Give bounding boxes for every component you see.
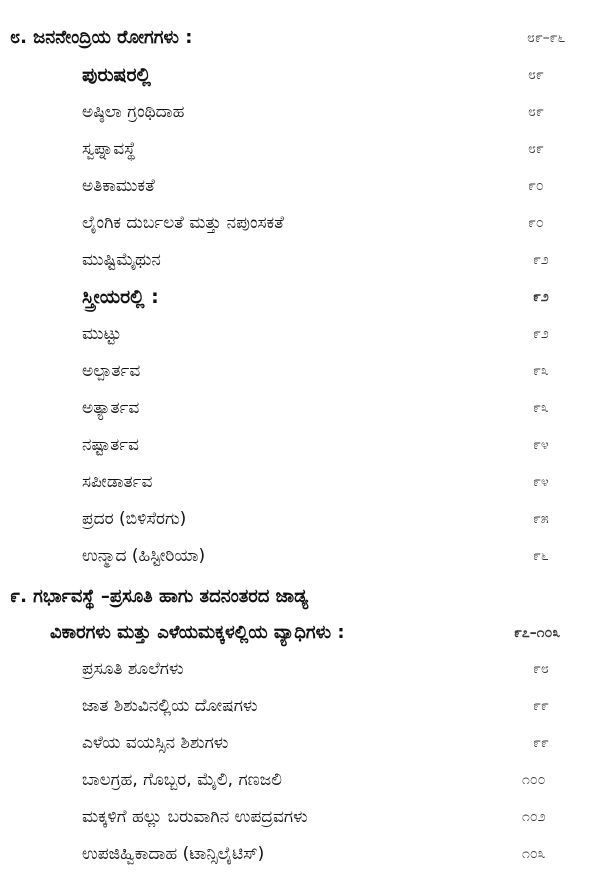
- list-item: [0, 839, 600, 869]
- section-8-heading: ೮. ಜನನೇಂದ್ರಿಯ ರೋಗಗಳು :: [10, 27, 193, 48]
- list-item: [0, 467, 600, 497]
- entry-label: ಮುಟ್ಟು: [82, 324, 122, 344]
- list-item: [0, 208, 600, 238]
- entry-page: ೯೯: [533, 698, 549, 714]
- list-item: [0, 97, 600, 127]
- entry-page: ೧೦೨: [522, 809, 546, 825]
- section-8-heading-row: [0, 23, 600, 53]
- entry-label: ಉನ್ಮಾದ (ಹಿಸ್ಟೀರಿಯಾ): [82, 546, 206, 566]
- entry-page: ೯೦: [528, 215, 544, 231]
- list-item: [0, 765, 600, 795]
- entry-page: ೯೯: [533, 735, 549, 751]
- entry-page: ೯೨: [533, 252, 549, 268]
- entry-label: ಸ್ವಪ್ನಾವಸ್ಥೆ: [82, 139, 136, 159]
- section-9-heading-row-1: [0, 582, 600, 612]
- list-item: [0, 319, 600, 349]
- entry-page: ೯೮: [533, 661, 549, 677]
- entry-page: ೯೪: [533, 474, 549, 490]
- section-8-page-range: ೮೯–೯೬: [527, 30, 566, 46]
- men-subheading-row: [0, 60, 600, 90]
- entry-page: ೯೩: [533, 400, 549, 416]
- section-9-heading-line-2: ವಿಕಾರಗಳು ಮತ್ತು ಎಳೆಯಮಕ್ಕಳಲ್ಲಿಯ ವ್ಯಾಧಿಗಳು :: [50, 622, 345, 643]
- women-subheading: ಸ್ತ್ರೀಯರಲ್ಲಿ :: [82, 286, 159, 308]
- entry-label: ಸಪೀಡಾರ್ತವ: [82, 472, 153, 492]
- list-item: [0, 802, 600, 832]
- entry-label: ಬಾಲಗ್ರಹ, ಗೊಬ್ಬರ, ಮೈಲಿ, ಗಣಜಲಿ: [82, 770, 282, 790]
- list-item: [0, 134, 600, 164]
- entry-page: ೯೨: [533, 326, 549, 342]
- men-page: ೮೯: [528, 67, 544, 83]
- list-item: [0, 691, 600, 721]
- list-item: [0, 171, 600, 201]
- list-item: [0, 245, 600, 275]
- women-subheading-row: [0, 282, 600, 312]
- list-item: [0, 393, 600, 423]
- list-item: [0, 654, 600, 684]
- entry-label: ಉಪಜಿಹ್ವಿಕಾದಾಹ (ಟಾನ್ಸಿಲೈಟಿಸ್): [82, 844, 265, 864]
- entry-page: ೧೦೩: [522, 846, 546, 862]
- section-9-heading-row-2: [0, 618, 600, 648]
- men-subheading: ಪುರುಷರಲ್ಲಿ: [82, 64, 151, 86]
- entry-page: ೯೦: [528, 178, 544, 194]
- entry-page: ೯೫: [533, 511, 549, 527]
- list-item: [0, 541, 600, 571]
- entry-label: ಲೈಂಗಿಕ ದುರ್ಬಲತೆ ಮತ್ತು ನಪುಂಸಕತೆ: [82, 213, 284, 233]
- entry-label: ಮುಷ್ಟಿಮೈಥುನ: [82, 250, 161, 270]
- entry-label: ಅಷ್ಠಿಲಾ ಗ್ರಂಥಿದಾಹ: [82, 102, 185, 122]
- entry-page: ೯೬: [533, 548, 549, 564]
- list-item: [0, 504, 600, 534]
- entry-label: ಎಳೆಯ ವಯಸ್ಸಿನ ಶಿಶುಗಳು: [82, 733, 229, 753]
- entry-page: ೯೪: [533, 437, 549, 453]
- entry-label: ಪ್ರದರ (ಬಿಳಿಸೆರಗು): [82, 509, 187, 529]
- entry-page: ೮೯: [528, 104, 544, 120]
- entry-label: ಜಾತ ಶಿಶುವಿನಲ್ಲಿಯ ದೋಷಗಳು: [82, 696, 258, 716]
- entry-label: ಅಲ್ಪಾರ್ತವ: [82, 361, 141, 381]
- women-page: ೯೨: [533, 289, 549, 305]
- list-item: [0, 728, 600, 758]
- list-item: [0, 430, 600, 460]
- entry-label: ಮಕ್ಕಳಿಗೆ ಹಲ್ಲು ಬರುವಾಗಿನ ಉಪದ್ರವಗಳು: [82, 807, 308, 827]
- list-item: [0, 356, 600, 386]
- section-9-page-range: ೯೭–೧೦೩: [514, 625, 561, 641]
- entry-label: ಅತ್ಯಾರ್ತವ: [82, 398, 140, 418]
- section-9-heading-line-1: ೯. ಗರ್ಭಾವಸ್ಥೆ –ಪ್ರಸೂತಿ ಹಾಗು ತದನಂತರದ ಜಾಡ್ಯ: [10, 586, 309, 607]
- entry-label: ಅತಿಕಾಮುಕತೆ: [82, 176, 155, 196]
- entry-page: ೧೦೦: [522, 772, 546, 788]
- entry-page: ೯೩: [533, 363, 549, 379]
- entry-page: ೮೯: [528, 141, 544, 157]
- entry-label: ಪ್ರಸೂತಿ ಶೂಲೆಗಳು: [82, 659, 184, 679]
- entry-label: ನಷ್ಟಾರ್ತವ: [82, 435, 139, 455]
